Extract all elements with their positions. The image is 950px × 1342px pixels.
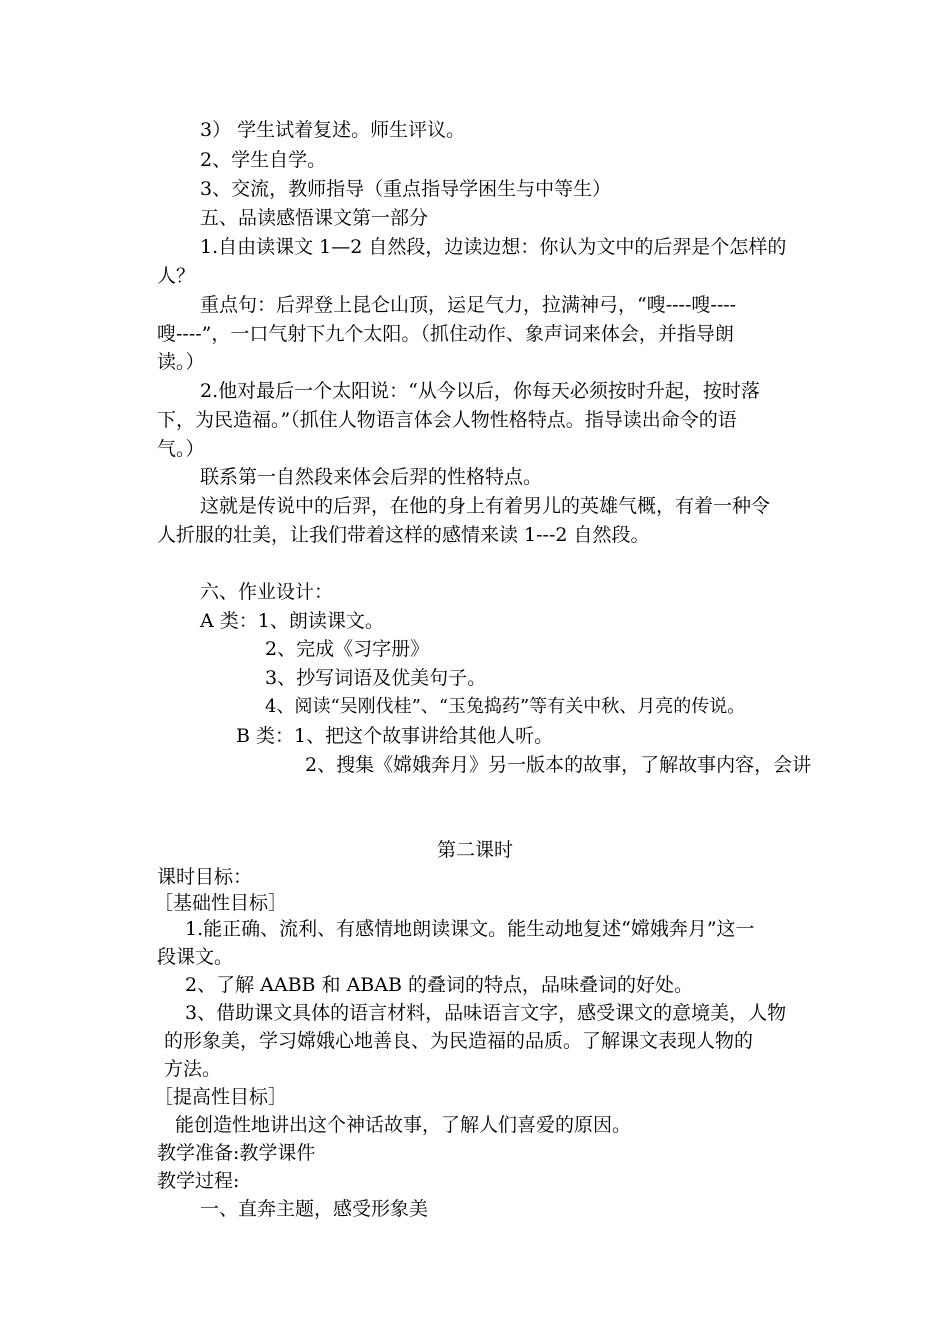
text-line: 2、完成《习字册》 bbox=[265, 638, 430, 660]
text-line: 段课文。 bbox=[157, 946, 234, 968]
text-line: 1.自由读课文 1—2 自然段，边读边想：你认为文中的后羿是个怎样的 bbox=[200, 236, 787, 258]
text-line: 3） 学生试着复述。师生评议。 bbox=[200, 119, 466, 141]
text-line: 嗖----”，一口气射下九个太阳。（抓住动作、象声词来体会，并指导朗 bbox=[157, 323, 734, 345]
text-line: 2、搜集《嫦娥奔月》另一版本的故事，了解故事内容，会讲 bbox=[305, 754, 812, 776]
text-line: 教学准备:教学课件 bbox=[157, 1142, 316, 1164]
text-line: B 类：1、把这个故事讲给其他人听。 bbox=[236, 725, 554, 747]
text-line: 下，为民造福。”（抓住人物语言体会人物性格特点。指导读出命令的语 bbox=[157, 409, 737, 431]
section-heading: 六、作业设计： bbox=[200, 581, 334, 603]
section-heading: ［提高性目标］ bbox=[154, 1086, 288, 1108]
text-line: A 类：1、朗读课文。 bbox=[200, 610, 384, 632]
text-line: 人折服的壮美，让我们带着这样的感情来读 1---2 自然段。 bbox=[157, 524, 650, 546]
text-line: 2.他对最后一个太阳说：“从今以后，你每天必须按时升起，按时落 bbox=[200, 380, 760, 402]
text-line: 1.能正确、流利、有感情地朗读课文。能生动地复述“嫦娥奔月”这一 bbox=[185, 918, 755, 940]
text-line: 3、抄写词语及优美句子。 bbox=[265, 667, 487, 689]
text-line: 方法。 bbox=[164, 1058, 222, 1080]
text-line: 联系第一自然段来体会后羿的性格特点。 bbox=[200, 466, 543, 488]
section-heading: 五、品读感悟课文第一部分 bbox=[200, 207, 429, 229]
text-line: 气。） bbox=[157, 438, 205, 460]
text-line: 人？ bbox=[157, 265, 196, 287]
text-line: 这就是传说中的后羿，在他的身上有着男儿的英雄气概，有着一种令 bbox=[200, 495, 771, 517]
text-line: 读。） bbox=[157, 351, 205, 373]
text-line: 4、阅读“吴刚伐桂”、“玉兔捣药”等有关中秋、月亮的传说。 bbox=[265, 696, 746, 717]
text-line: 能创造性地讲出这个神话故事，了解人们喜爱的原因。 bbox=[175, 1114, 632, 1136]
section-heading: ［基础性目标］ bbox=[154, 892, 288, 914]
text-line: 3、交流，教师指导（重点指导学困生与中等生） bbox=[200, 178, 612, 200]
text-line: 3、借助课文具体的语言材料，品味语言文字，感受课文的意境美，人物 bbox=[185, 1002, 787, 1024]
text-line: 2、了解 AABB 和 ABAB 的叠词的特点，品味叠词的好处。 bbox=[185, 974, 693, 996]
text-line: 重点句：后羿登上昆仑山顶，运足气力，拉满神弓，“嗖----嗖---- bbox=[200, 294, 737, 316]
text-line: 教学过程: bbox=[157, 1170, 240, 1192]
page-title: 第二课时 bbox=[436, 839, 513, 861]
section-heading: 课时目标： bbox=[157, 866, 253, 888]
text-line: 的形象美，学习嫦娥心地善良、为民造福的品质。了解课文表现人物的 bbox=[164, 1030, 754, 1052]
text-line: 一、直奔主题，感受形象美 bbox=[200, 1198, 429, 1220]
text-line: 2、学生自学。 bbox=[200, 149, 327, 171]
